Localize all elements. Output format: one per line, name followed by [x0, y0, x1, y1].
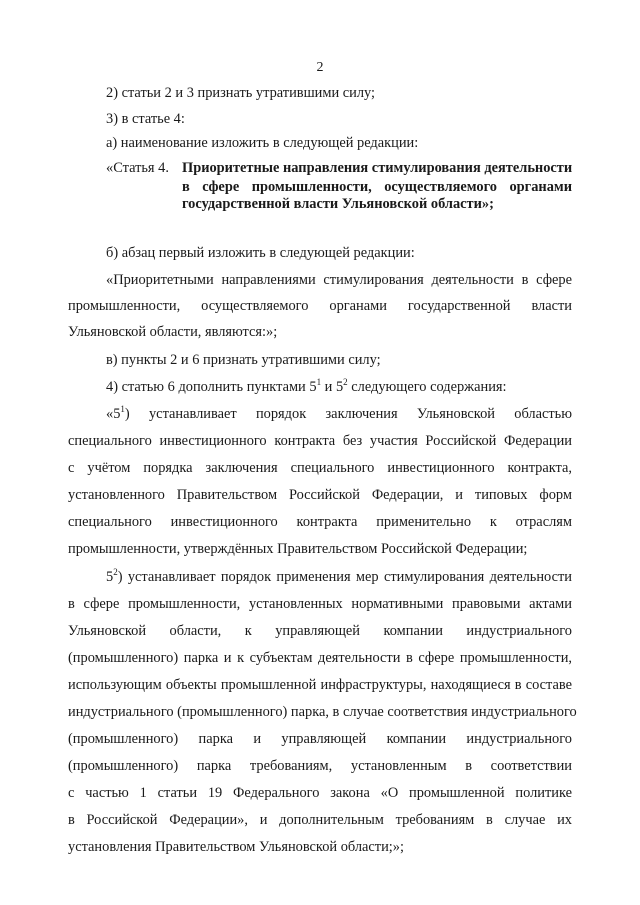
paragraph-line: в сфере промышленности, установленных нормативными правовыми актами: [68, 596, 572, 612]
paragraph-line: (промышленного) парка требованиям, установленным в соответствии: [68, 758, 572, 774]
paragraph-line: $5^2$) устанавливает порядок применения мер стимулирования деятельности: [106, 567, 572, 585]
paragraph-line: «Приоритетными направлениями стимулирования деятельности в сфере: [106, 272, 572, 288]
paragraph-line: специального инвестиционного контракта без участия Российской Федерации: [68, 433, 572, 449]
article-label: «Статья 4.: [106, 160, 169, 176]
paragraph-line: а) наименование изложить в следующей редакции:: [106, 135, 419, 151]
paragraph-line: (промышленного) парка и управляющей компании индустриального: [68, 731, 572, 747]
article-title-line: в сфере промышленности, осуществляемого органами: [182, 179, 572, 195]
paragraph-line: (промышленного) парка и к субъектам деятельности в сфере промышленности,: [68, 650, 572, 666]
paragraph-line: 2) статьи 2 и 3 признать утратившими силу;: [106, 85, 376, 101]
paragraph-line: 3) в статье 4:: [106, 111, 185, 127]
paragraph-line: б) абзац первый изложить в следующей редакции:: [106, 245, 415, 261]
paragraph-line: Ульяновской области, являются:»;: [68, 324, 278, 340]
paragraph-line: индустриального (промышленного) парка, в случае соответствия индустриального: [68, 704, 577, 720]
paragraph-line: с частью 1 статьи 19 Федерального закона «О промышленной политике: [68, 785, 572, 801]
paragraph-line: промышленности, осуществляемого органами государственной власти: [68, 298, 572, 314]
paragraph-line: использующим объекты промышленной инфраструктуры, находящиеся в составе: [68, 677, 572, 693]
article-title-line: государственной власти Ульяновской области»;: [182, 196, 494, 212]
paragraph-line: Ульяновской области, к управляющей компании индустриального: [68, 623, 572, 639]
paragraph-line: «$5^1$) устанавливает порядок заключения Ульяновской областью: [106, 404, 572, 422]
paragraph-line: в Российской Федерации», и дополнительным требованиям в случае их: [68, 812, 572, 828]
page-number: 2: [316, 60, 324, 75]
article-title-line: Приоритетные направления стимулирования деятельности: [182, 160, 573, 176]
paragraph-line: установленного Правительством Российской Федерации, и типовых форм: [68, 487, 572, 503]
paragraph-line: установления Правительством Ульяновской области;»;: [68, 839, 404, 855]
paragraph-line: с учётом порядка заключения специального инвестиционного контракта,: [68, 460, 572, 476]
paragraph-line: 4) статью 6 дополнить пунктами $5^1$ и $5^2$ следующего содержания:: [106, 377, 507, 395]
paragraph-line: в) пункты 2 и 6 признать утратившими силу;: [106, 352, 381, 368]
paragraph-line: специального инвестиционного контракта применительно к отраслям: [68, 514, 572, 530]
paragraph-line: промышленности, утверждённых Правительством Российской Федерации;: [68, 541, 528, 557]
